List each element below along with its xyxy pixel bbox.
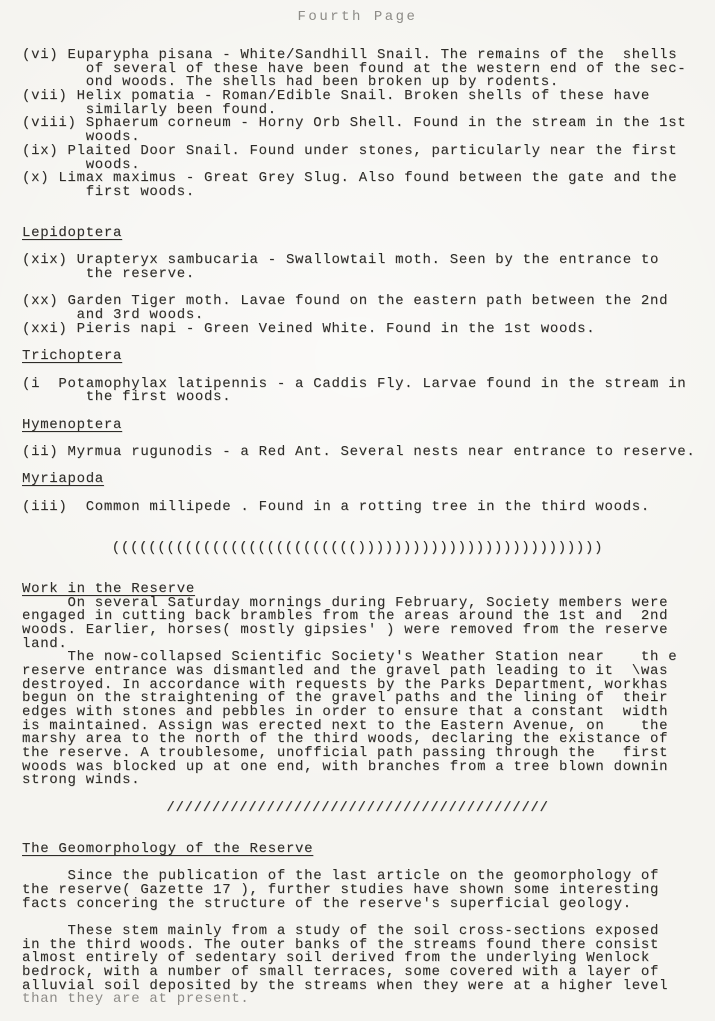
text-line: (i Potamophylax latipennis - a Caddis Fly. Larvae found in the stream in: [22, 375, 687, 392]
text-line: [0, 555, 715, 569]
text-line: the reserve( Gazette 17 ), further studies have shown some interesting: [22, 881, 660, 898]
section-heading-trichoptera: Trichoptera: [22, 348, 123, 365]
text-line: (xx) Garden Tiger moth. Lavae found on the eastern path between the 2nd: [22, 293, 669, 310]
text-line: woods.: [22, 156, 141, 173]
text-line: woods.: [22, 129, 141, 146]
text-line: (iii) Common millipede . Found in a rotting tree in the third woods.: [22, 498, 650, 515]
parentheses-divider: ((((((((((((((((((((((((((())))))))))))))))))))))))))): [111, 539, 604, 556]
text-line: the first woods.: [22, 389, 232, 406]
section-heading-geomorphology: The Geomorphology of the Reserve: [22, 840, 314, 857]
text-line: These stem mainly from a study of the soil cross-sections exposed: [22, 923, 660, 939]
text-line: (viii) Sphaerum corneum - Horny Orb Shell. Found in the stream in the 1st: [22, 115, 687, 132]
text-line: engaged in cutting back brambles from the areas around the 1st and 2nd: [22, 608, 669, 625]
text-line: bedrock, with a number of small terraces, some covered with a layer of: [22, 964, 660, 981]
text-line: first woods.: [22, 183, 195, 200]
slashes-divider: //////////////////////////////////////////: [166, 799, 549, 816]
text-line: alluvial soil deposited by the streams when they were at a higher level: [22, 977, 669, 994]
section-heading-myriapoda: Myriapoda: [22, 471, 104, 488]
text-line: destroyed. In accordance with requests by the Parks Department, workhas: [22, 676, 669, 693]
text-line: begun on the straightening of the gravel paths and the lining of their: [22, 690, 669, 707]
text-line: reserve entrance was dismantled and the gravel path leading to it \was: [22, 662, 669, 679]
text-line: On several Saturday mornings during February, Society members were: [22, 594, 669, 611]
text-line: The now-collapsed Scientific Society's Weather Station near th e: [22, 649, 678, 666]
text-line: (vii) Helix pomatia - Roman/Edible Snail. Broken shells of these have: [22, 88, 650, 105]
text-line: (ii) Myrmua rugunodis - a Red Ant. Several nests near entrance to reserve.: [22, 443, 696, 460]
text-line: [0, 514, 715, 528]
title-row: [0, 0, 715, 25]
text-line: Since the publication of the last article on the geomorphology of: [22, 868, 660, 885]
text-line: (ix) Plaited Door Snail. Found under stones, particularly near the first: [22, 142, 678, 159]
text-line: woods. Earlier, horses( mostly gipsies' ) were removed from the reserve: [22, 621, 669, 638]
text-line: woods was blocked up at one end, with branches from a tree blown downin: [22, 758, 669, 775]
text-line: [0, 816, 715, 830]
text-line: [0, 460, 715, 474]
text-line: than they are at present.: [22, 991, 250, 1008]
text-line: is maintained. Assign was erected next to the Eastern Avenue, on the: [22, 717, 669, 734]
text-line: of several of these have been found at the western end of the sec-: [22, 60, 687, 77]
text-line: in the third woods. The outer banks of the streams found there consist: [22, 936, 660, 953]
text-line: the reserve. A troublesome, unofficial path passing through the first: [22, 745, 669, 762]
text-line: (x) Limax maximus - Great Grey Slug. Also found between the gate and the: [22, 170, 678, 187]
text-line: (xix) Urapteryx sambucaria - Swallowtail moth. Seen by the entrance to: [22, 252, 660, 269]
page-title: Fourth Page: [297, 9, 418, 25]
text-line: facts concering the structure of the reserve's superficial geology.: [22, 895, 632, 912]
section-heading-hymenoptera: Hymenoptera: [22, 416, 123, 433]
text-line: (xxi) Pieris napi - Green Veined White. Found in the 1st woods.: [22, 320, 596, 337]
text-line: ond woods. The shells had been broken up by rodents.: [22, 74, 559, 91]
text-line: the reserve.: [22, 266, 195, 282]
text-line: (vi) Euparypha pisana - White/Sandhill Snail. The remains of the shells: [22, 47, 678, 63]
text-line: almost entirely of sedentary soil derived from the underlying Wenlock: [22, 950, 650, 967]
text-line: similarly been found.: [22, 101, 277, 118]
text-line: strong winds.: [22, 772, 141, 789]
text-line: [0, 200, 715, 214]
text-line: land.: [22, 635, 68, 652]
text-line: and 3rd woods.: [22, 307, 205, 324]
text-line: edges with stones and pebbles in order to ensure that a constant width: [22, 704, 669, 720]
text-line: marshy area to the north of the third woods, declaring the existance of: [22, 731, 669, 748]
document-body: [0, 49, 715, 1007]
section-heading-lepidoptera: Lepidoptera: [22, 224, 123, 241]
section-heading-work-in-the-reserve: Work in the Reserve: [22, 580, 195, 597]
